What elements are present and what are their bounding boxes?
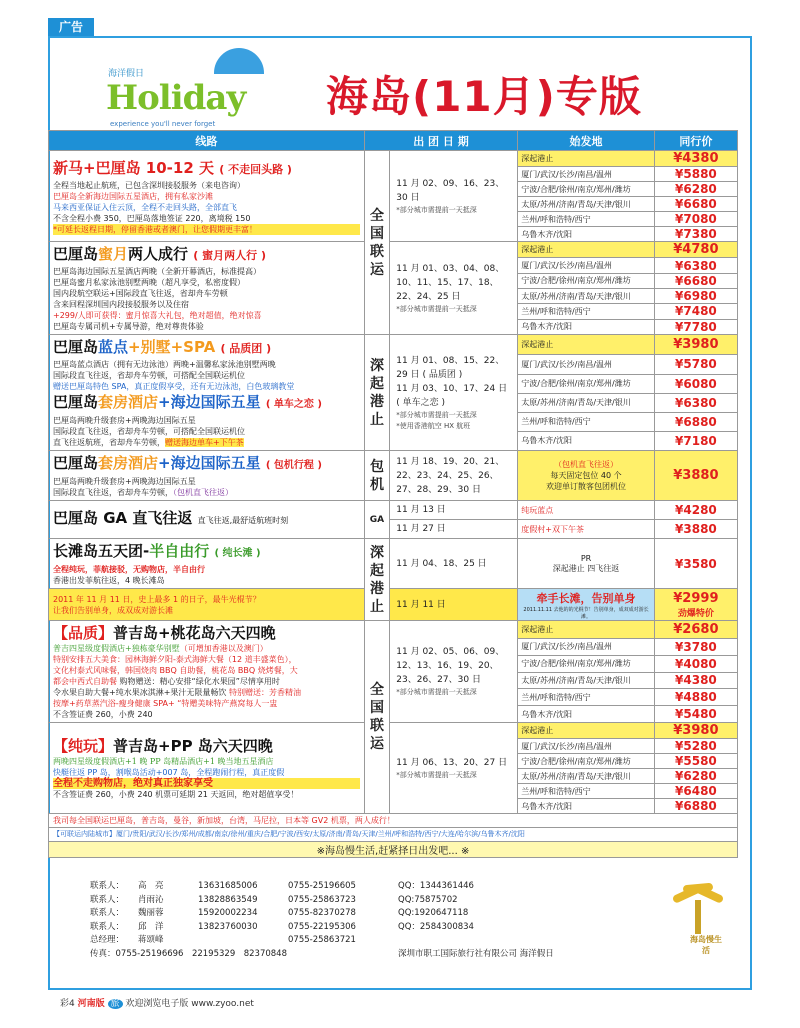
route-r9: 【纯玩】普吉岛+PP 岛六天四晚 两晚四星级度假酒店+1 晚 PP 岛精品酒店+1 晚当地五星酒店 快艇往返 PP 岛，割喉岛活动+007 岛，全程跑闹行程，真正度假 全程不走购物店，绝对真正独家享受 不含签证费 260，小费 240 机票可延期 21 天返回，绝对超值享受！ [49,723,365,814]
r7b-price: ¥2999 劲爆特价 [654,589,737,621]
r1-dates: 11 月 02、09、16、23、30 日 *部分城市需提前一天抵深 [390,151,518,242]
col-origin: 始发地 [518,131,655,151]
contacts [90,880,554,961]
price-cell: ¥6680 [654,273,737,288]
price-cell: ¥7080 [654,212,737,227]
r1-l3: 马来西亚保证入住云顶，全程不走回头路，全部直飞 [53,202,237,212]
origin-cell: 纯玩蓝点 [518,501,655,520]
table-row [49,723,738,739]
r5-origin: （包机直飞往返） 每天固定包位 40 个 欢迎单订散客包团机位 [518,451,655,501]
price-cell: ¥5780 [654,355,737,374]
price-cell: ¥6080 [654,374,737,393]
table-row [49,814,738,828]
route-r2: 巴厘岛蜜月两人成行 ( 蜜月两人行 ) 巴厘岛海边国际五星酒店两晚（全新开幕酒店，标准提高） 巴厘岛蜜月私家泳池别墅两晚（超凡享受，私密度假） 国内段航空联运+国际段直飞往返，省却舟车劳顿 含来回程深圳国内段接驳服务以及住宿 +299/人即可获得：蜜月惊喜大礼包，绝对超值，绝对惊喜 巴厘岛专属司机+专属导游，绝对尊贵体验 [49,242,365,335]
slogan: ※海岛慢生活,赶紧择日出发吧... ※ [49,842,738,858]
r8-dates: 11 月 02、05、06、09、12、13、16、19、20、23、26、27、30 日 *部分城市需提前一天抵深 [390,621,518,723]
origin-cell: 深起港止 [518,335,655,355]
route-r7b: 2011 年 11 月 11 日，史上最多 1 的日子，最牛光棍节？ 让我们告别单身，成双成对游长滩 [49,589,365,621]
col-route: 线路 [49,131,365,151]
contact-row: 联系人： 肖雨沁 13828863549 0755-25863723 QQ:75875702 [90,894,458,905]
route-table [48,130,738,858]
origin-cell: 厦门/武汉/长沙/南昌/温州 [518,258,655,273]
price-cell: ¥6380 [654,258,737,273]
contact-row: 总经理： 蒋颂峰 0755-25863721 [90,935,356,945]
origin-cell: 厦门/武汉/长沙/南昌/温州 [518,167,655,182]
origin-cell: 兰州/呼和浩特/西宁 [518,304,655,319]
origin-cell: 太原/苏州/济南/青岛/天津/银川 [518,672,655,689]
r7-dates: 11 月 04、18、25 日 [390,539,518,589]
travel-mark-icon: 旅 [108,999,123,1009]
route-r8: 【品质】普吉岛+桃花岛六天四晚 普吉四星级度假酒店+独栋豪华别墅（可增加香港以及澳门） 特别安排五大美食：园林海鲜夕阳-泰式海鲜大餐（12 道丰盛菜色）， 文化村泰式风味餐，韩国烧肉 BBQ 自助餐，桃花岛 BBQ 烧烤餐，大 都会中西式自助餐 购物赠送：精心安排“绿化水果园”尽情享用时 令水果自助大餐+纯水果冰淇淋+果汁无限量畅饮 特别赠送：芳香精油 按摩+药草蒸汽浴-瘦身健康 SPA+ “特赠美味特产燕窝每人一盅 不含签证费 260，小费 240 [49,621,365,723]
price-cell: ¥7380 [654,227,737,242]
price-cell: ¥7180 [654,431,737,450]
price-cell: ¥3880 [654,451,737,501]
r34-dates: 11 月 01、08、15、22、29 日 ( 品质团 ) 11 月 03、10、17、24 日 ( 单车之恋 ) *部分城市需提前一天抵深 *使用香港航空 HX 航班 [390,335,518,451]
region-shenzhen-b: 深起港止 [364,335,390,451]
table-row [49,451,738,501]
route-r1 [49,151,365,242]
r5-dates: 11 月 18、19、20、21、22、23、24、25、26、27、28、29、30 日 [390,451,518,501]
origin-cell: 厦门/武汉/长沙/南昌/温州 [518,739,655,754]
region-national-f: 全国联运 [364,621,390,814]
r1-tag: ( 不走回头路 ) [219,162,292,176]
region-national-a: 全国联运 [364,151,390,335]
table-row [49,842,738,858]
price-cell: ¥6380 [654,393,737,412]
table-row [49,151,738,167]
route-r34: 巴厘岛蓝点+别墅+SPA ( 品质团 ) 巴厘岛蓝点酒店（拥有无边泳池）两晚+温馨私家泳池别墅两晚 国际段直飞往返，省却舟车劳顿，可搭配全国联运机位 赠送巴厘岛特色 SPA，真正度假享受，还有无边泳池，白色玻璃教堂 巴厘岛套房酒店+海边国际五星 ( 单车之恋 ) 巴厘岛两晚升级套房+两晚海边国际五星 国际段直飞往返，省却舟车劳顿，可搭配全国联运机位 直飞往返航班，省却舟车劳顿，赠送海边单车+下午茶 [49,335,365,451]
price-cell: ¥2680 [654,621,737,639]
origin-cell: 兰州/呼和浩特/西宁 [518,212,655,227]
page-number: 彩4 [60,999,75,1009]
price-cell: ¥4380 [654,672,737,689]
price-cell: ¥4280 [654,501,737,520]
r2-dates: 11 月 01、03、04、08、10、11、15、17、18、22、24、25 日 *部分城市需提前一天抵深 [390,242,518,335]
price-cell: ¥6480 [654,784,737,799]
origin-cell: 太原/苏州/济南/青岛/天津/银川 [518,289,655,304]
origin-cell: 深起港止 [518,621,655,639]
page-footer [60,996,254,1009]
contact-row: 联系人： 邱 洋 13823760030 0755-22195306 QQ：2584300834 [90,921,474,932]
footer-url[interactable]: 欢迎浏览电子版 www.zyoo.net [125,999,254,1009]
price-cell: ¥6880 [654,799,737,814]
contact-row: 联系人： 魏丽蓉 15920002234 0755-82370278 QQ:1920647118 [90,908,469,918]
origin-cell: 深起港止 [518,151,655,167]
price-cell: ¥3980 [654,335,737,355]
r7b-date: 11 月 11 日 [390,589,518,621]
price-cell: ¥4380 [654,151,737,167]
table-row [49,621,738,639]
umbrella-icon [214,48,264,74]
holiday-logo [106,48,266,128]
price-cell: ¥6280 [654,769,737,784]
price-cell: ¥4780 [654,242,737,258]
region-shenzhen-e: 深起港止 [364,539,390,621]
col-price: 同行价 [654,131,737,151]
origin-cell: 深起港止 [518,723,655,739]
route-r6: 巴厘岛 GA 直飞往返 直飞往返,最舒适航班时刻 [49,501,365,539]
origin-cell: 宁波/合肥/徐州/南京/郑州/潍坊 [518,655,655,672]
col-dates: 出 团 日 期 [364,131,518,151]
origin-cell: 乌鲁木齐/沈阳 [518,319,655,334]
price-cell: ¥6980 [654,289,737,304]
foot-note-2: 【可联运内陆城市】厦门/贵阳/武汉/长沙/郑州/成都/南京/徐州/重庆/合肥/宁波/西安/太原/济南/青岛/天津/兰州/呼和浩特/西宁/大连/哈尔滨/乌鲁木齐/沈阳 [49,828,738,842]
r1-l2: 巴厘岛全新海边国际五星酒店，拥有私家沙滩 [53,191,213,201]
ad-tag: 广告 [48,18,94,36]
price-cell: ¥5480 [654,706,737,723]
origin-cell: 深起港止 [518,242,655,258]
origin-cell: 乌鲁木齐/沈阳 [518,799,655,814]
r7-origin: PR 深起港止 四飞往返 [518,539,655,589]
origin-cell: 乌鲁木齐/沈阳 [518,227,655,242]
table-row [49,335,738,355]
price-cell: ¥3780 [654,638,737,655]
region-charter: 包机 [364,451,390,501]
logo-word: Holiday [106,78,246,118]
origin-cell: 度假村+双下午茶 [518,520,655,539]
contact-row: 联系人： 高 亮 13631685006 0755-25196605 QQ：1344361446 [90,881,474,891]
table-row [49,589,738,621]
origin-cell: 厦门/武汉/长沙/南昌/温州 [518,638,655,655]
price-cell: ¥5880 [654,167,737,182]
origin-cell: 兰州/呼和浩特/西宁 [518,689,655,706]
logo-sub: experience you'll never forget [110,120,216,128]
price-cell: ¥3880 [654,520,737,539]
price-cell: ¥3980 [654,723,737,739]
route-r5: 巴厘岛套房酒店+海边国际五星 ( 包机行程 ) 巴厘岛两晚升级套房+两晚海边国际五星 国际段直飞往返，省却舟车劳顿，（包机直飞往返） [49,451,365,501]
price-cell: ¥5580 [654,754,737,769]
table-row [49,242,738,258]
r6-date2: 11 月 27 日 [390,520,518,539]
r7b-banner: 牵手长滩，告别单身 2011.11.11 去他的的光棍节！告别单身，成双成对游长滩。 [518,589,655,621]
origin-cell: 兰州/呼和浩特/西宁 [518,412,655,431]
headline: 海岛(11月)专版 [326,72,642,121]
r6-date1: 11 月 13 日 [390,501,518,520]
r9-dates: 11 月 06、13、20、27 日 *部分城市需提前一天抵深 [390,723,518,814]
price-cell: ¥6880 [654,412,737,431]
origin-cell: 兰州/呼和浩特/西宁 [518,784,655,799]
table-row [49,501,738,520]
origin-cell: 宁波/合肥/徐州/南京/郑州/潍坊 [518,374,655,393]
region-ga: GA [364,501,390,539]
origin-cell: 太原/苏州/济南/青岛/天津/银川 [518,197,655,212]
origin-cell: 宁波/合肥/徐州/南京/郑州/潍坊 [518,182,655,197]
price-cell: ¥7480 [654,304,737,319]
r1-title: 新马+巴厘岛 10-12 天 [53,158,214,177]
origin-cell: 宁波/合肥/徐州/南京/郑州/潍坊 [518,754,655,769]
origin-cell: 宁波/合肥/徐州/南京/郑州/潍坊 [518,273,655,288]
price-cell: ¥5280 [654,739,737,754]
table-row [49,828,738,842]
price-cell: ¥7780 [654,319,737,334]
price-cell: ¥6280 [654,182,737,197]
r1-l1: 全程当地起止航班，已包含深圳接驳服务（来电咨询） [53,180,245,190]
price-cell: ¥4880 [654,689,737,706]
origin-cell: 乌鲁木齐/沈阳 [518,431,655,450]
price-cell: ¥4080 [654,655,737,672]
price-cell: ¥3580 [654,539,737,589]
origin-cell: 厦门/武汉/长沙/南昌/温州 [518,355,655,374]
origin-cell: 乌鲁木齐/沈阳 [518,706,655,723]
route-r7: 长滩岛五天团-半自由行 ( 纯长滩 ) 全程纯玩，菲航接驳，无购物店，半自由行 香港出发菲航往返，4 晚长滩岛 [49,539,365,589]
palm-text: 海岛慢生活 [690,935,722,955]
logo-top: 海洋假日 [108,69,145,79]
origin-cell: 太原/苏州/济南/青岛/天津/银川 [518,393,655,412]
table-header [49,131,738,151]
foot-note-1: 我司每全国联运巴厘岛，普吉岛，曼谷，新加坡，台湾，马尼拉，日本等 GV2 机票，两人成行！ [49,814,738,828]
fax-row: 传真：0755-25196696 22195329 82370848 深圳市职工国际旅行社有限公司 海洋假日 [90,948,554,959]
price-cell: ¥6680 [654,197,737,212]
r1-l5: *可延长返程日期，停留香港或者澳门，让您假期更丰富！ [53,224,360,235]
palm-tree-icon [668,880,730,960]
table-row [49,539,738,589]
origin-cell: 太原/苏州/济南/青岛/天津/银川 [518,769,655,784]
edition: 河南版 [77,999,105,1009]
r1-l4: 不含全程小费 350，巴厘岛落地签证 220，离境税 150 [53,213,251,223]
